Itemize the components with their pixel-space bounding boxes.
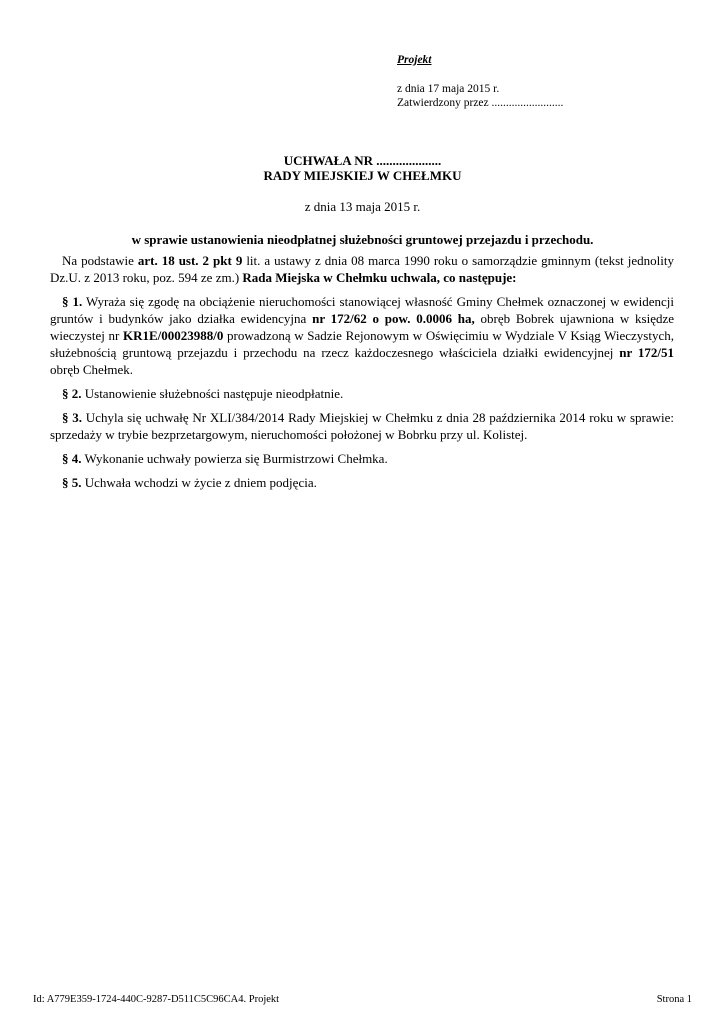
section-5 [50,474,674,491]
section-2 [50,385,674,402]
resolution-date: z dnia 13 maja 2015 r. [304,199,421,214]
section-1-dominant-parcel: nr 172/51 [619,345,674,360]
section-1-parcel: nr 172/62 o pow. 0.0006 ha, [312,311,475,326]
stamp-approved: Zatwierdzony przez ......................... [397,97,564,109]
footer-document-id: Id: A779E359-1724-440C-9287-D511C5C96CA4. Projekt [33,994,280,1005]
section-3 [50,409,674,443]
section-4 [50,450,674,467]
resolution-title: UCHWAŁA NR .................... [283,153,442,168]
preamble [50,252,674,286]
section-1-text-3: prowadzoną w Sadzie Rejonowym w Oświęcimiu w Wydziale V Ksiąg Wieczystych, służebnością gruntową przejazdu i przechodu na rzecz każdoczesnego właściciela działki ewidencyjnej [50,328,674,360]
resolution-subject: w sprawie ustanowienia nieodpłatnej służebności gruntowej przejazdu i przechodu. [131,232,594,247]
section-2-text: Ustanowienie służebności następuje nieodpłatnie. [81,386,344,401]
section-1-label: § 1. [62,294,83,309]
section-3-label: § 3. [62,410,83,425]
section-4-text: Wykonanie uchwały powierza się Burmistrzowi Chełmka. [81,451,388,466]
section-1 [50,293,674,378]
resolution-body [50,252,674,498]
stamp-date: z dnia 17 maja 2015 r. [397,83,500,95]
preamble-text-1: Na podstawie [62,253,138,268]
section-5-label: § 5. [62,475,82,490]
section-2-label: § 2. [62,386,82,401]
projekt-label: Projekt [397,54,432,66]
project-stamp [397,53,563,110]
preamble-text-2: lit. a ustawy z dnia 08 marca 1990 roku o samorządzie gminnym (tekst jednolity Dz.U. z 2013 roku, poz. 594 ze zm.) [50,253,674,285]
section-1-text-2: obręb Bobrek ujawniona w księdze wieczystej nr [50,311,675,343]
section-5-text: Uchwała wchodzi w życie z dniem podjęcia. [81,475,317,490]
resolution-authority: RADY MIEJSKIEJ W CHEŁMKU [263,168,462,183]
resolution-title-block [50,153,675,183]
preamble-legal-basis: art. 18 ust. 2 pkt 9 [137,253,243,268]
section-1-text-4: obręb Chełmek. [50,362,134,377]
section-3-text: Uchyla się uchwałę Nr XLI/384/2014 Rady Miejskiej w Chełmku z dnia 28 października 2014 roku w sprawie: sprzedaży w trybie bezprzetargowym, nieruchomości położonej w Bobrku przy ul. Kolistej. [50,410,674,442]
section-1-text-1: Wyraża się zgodę na obciążenie nieruchomości stanowiącej własność Gminy Chełmek oznaczonej w ewidencji gruntów i budynków jako działka ewidencyjna [50,294,675,326]
section-1-land-register: KR1E/00023988/0 [123,328,224,343]
section-4-label: § 4. [62,451,82,466]
preamble-resolves: Rada Miejska w Chełmku uchwala, co następuje: [242,270,517,285]
footer-page-number: Strona 1 [656,994,692,1005]
